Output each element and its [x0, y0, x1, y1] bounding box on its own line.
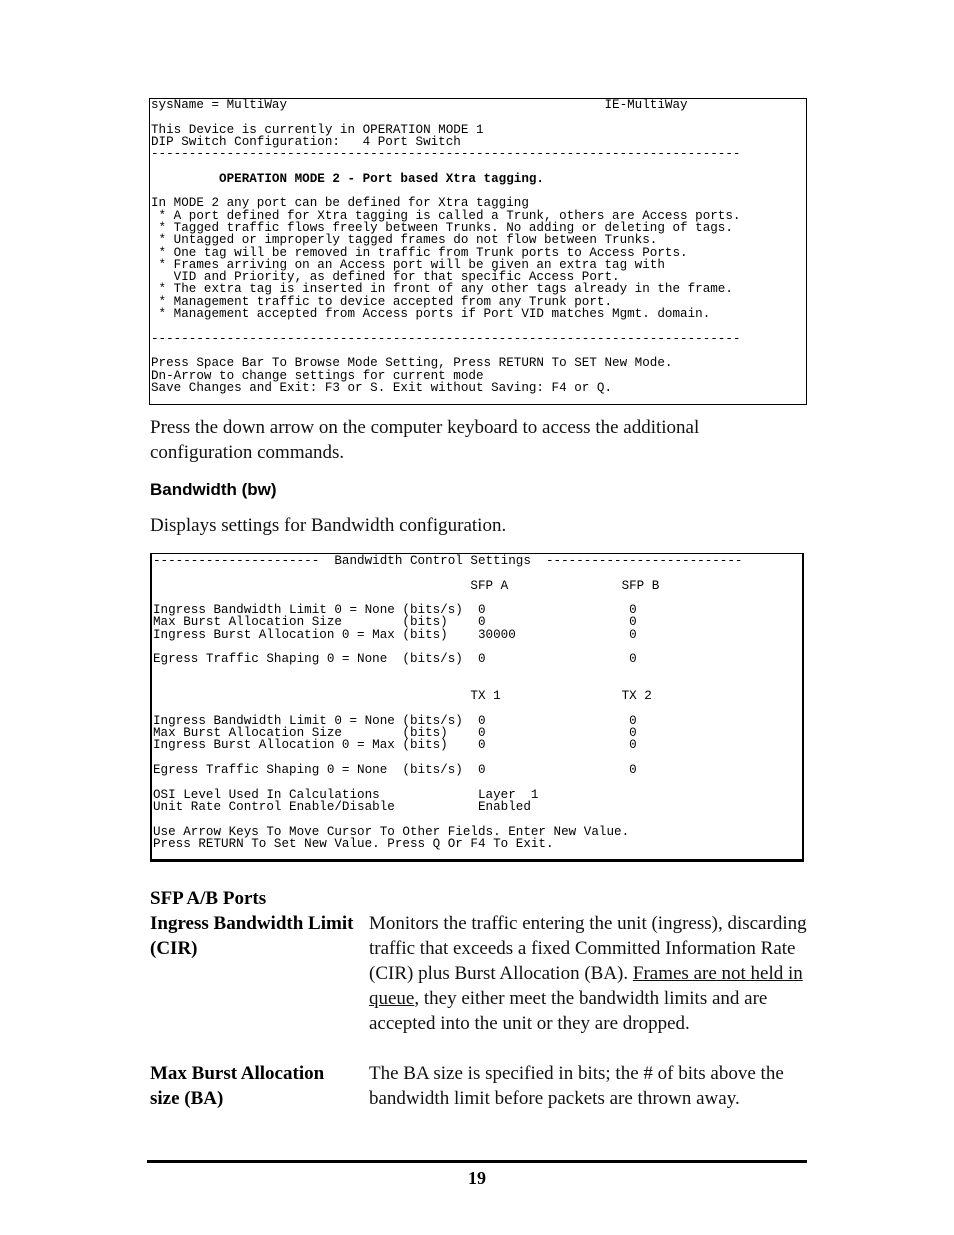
- term2-field-row: Egress Traffic Shaping 0 = None (bits/s) 0 0: [153, 652, 637, 667]
- term2-field-row: Unit Rate Control Enable/Disable Enabled: [153, 799, 531, 814]
- term1-prompt-line: Dn-Arrow to change settings for current mode: [151, 368, 484, 383]
- definition-description: [369, 911, 809, 1036]
- term1-line: * Tagged traffic flows freely between Trunks. No adding or deleting of tags.: [151, 220, 733, 235]
- term2-field-row: Max Burst Allocation Size (bits) 0 0: [153, 726, 637, 741]
- term1-line: * Untagged or improperly tagged frames do not flow between Trunks.: [151, 233, 658, 248]
- term2-prompt-line: Use Arrow Keys To Move Cursor To Other Fields. Enter New Value.: [153, 824, 630, 839]
- term1-line: * One tag will be removed in traffic from Trunk ports to Access Ports.: [151, 245, 688, 260]
- term1-mode-title: OPERATION MODE 2 - Port based Xtra tagging.: [151, 171, 544, 186]
- intro-paragraph: Press the down arrow on the computer keyboard to access the additional configuration commands.: [150, 417, 700, 463]
- section-description: Displays settings for Bandwidth configuration.: [150, 515, 507, 536]
- page-number: 19: [468, 1168, 486, 1188]
- desc-underlined-text: Frames are not held in queue: [369, 963, 803, 1009]
- definition-term: Max Burst Allocation size (BA): [150, 1063, 325, 1109]
- term1-line: * Management accepted from Access ports if Port VID matches Mgmt. domain.: [151, 307, 711, 322]
- desc-text: The BA size is specified in bits; the # of bits above the bandwidth limit before packets are thrown away.: [369, 1063, 784, 1109]
- section-heading: Bandwidth (bw): [150, 480, 277, 499]
- term2-prompt-line: Press RETURN To Set New Value. Press Q Or F4 To Exit.: [153, 836, 554, 851]
- definition-description: [369, 1061, 809, 1111]
- term2-field-row: Ingress Bandwidth Limit 0 = None (bits/s) 0 0: [153, 713, 637, 728]
- terminal-mode-text: [151, 99, 740, 394]
- term1-line: * A port defined for Xtra tagging is called a Trunk, others are Access ports.: [151, 208, 741, 223]
- term1-line: sysName = MultiWay IE-MultiWay: [151, 98, 688, 112]
- term1-line: * Management traffic to device accepted from any Trunk port.: [151, 294, 613, 309]
- term1-divider: ------------------------------------------------------------------------------: [151, 147, 741, 162]
- term2-field-row: Egress Traffic Shaping 0 = None (bits/s) 0 0: [153, 763, 637, 778]
- desc-text: Monitors the traffic entering the unit (ingress), discarding traffic that exceeds a fixed Committed Information Rate (CIR) plus Burst Allocation (BA).: [369, 913, 807, 984]
- term2-field-row: OSI Level Used In Calculations Layer 1: [153, 787, 539, 802]
- term2-column-headers: TX 1 TX 2: [153, 689, 652, 704]
- terminal-screenshot-mode: [149, 98, 807, 405]
- terminal-bandwidth-text: [153, 555, 742, 850]
- term1-prompt-line: Press Space Bar To Browse Mode Setting, Press RETURN To SET New Mode.: [151, 356, 673, 371]
- term2-field-row: Ingress Bandwidth Limit 0 = None (bits/s) 0 0: [153, 603, 637, 618]
- footer-rule: [147, 1160, 807, 1163]
- desc-text: , they either meet the bandwidth limits and are accepted into the unit or they are dropped.: [369, 988, 768, 1034]
- definition-term: Ingress Bandwidth Limit (CIR): [150, 913, 354, 959]
- term2-field-row: Ingress Burst Allocation 0 = Max (bits) 30000 0: [153, 627, 637, 642]
- term1-line: * Frames arriving on an Access port will be given an extra tag with: [151, 257, 665, 272]
- term1-line: This Device is currently in OPERATION MODE 1: [151, 122, 484, 137]
- term2-column-headers: SFP A SFP B: [153, 578, 660, 593]
- term2-field-row: Max Burst Allocation Size (bits) 0 0: [153, 615, 637, 630]
- term2-field-row: Ingress Burst Allocation 0 = Max (bits) 0 0: [153, 738, 637, 753]
- term1-line: In MODE 2 any port can be defined for Xtra tagging: [151, 196, 529, 211]
- terminal-screenshot-bandwidth: [150, 553, 804, 862]
- term1-line: DIP Switch Configuration: 4 Port Switch: [151, 134, 461, 149]
- term1-prompt-line: Save Changes and Exit: F3 or S. Exit without Saving: F4 or Q.: [151, 380, 613, 395]
- term2-title-line: ---------------------- Bandwidth Control Settings --------------------------: [153, 554, 743, 568]
- term1-line: * The extra tag is inserted in front of any other tags already in the frame.: [151, 282, 733, 297]
- term1-divider: ------------------------------------------------------------------------------: [151, 331, 741, 346]
- group-heading: SFP A/B Ports: [150, 888, 267, 909]
- term1-line: VID and Priority, as defined for that specific Access Port.: [151, 270, 620, 285]
